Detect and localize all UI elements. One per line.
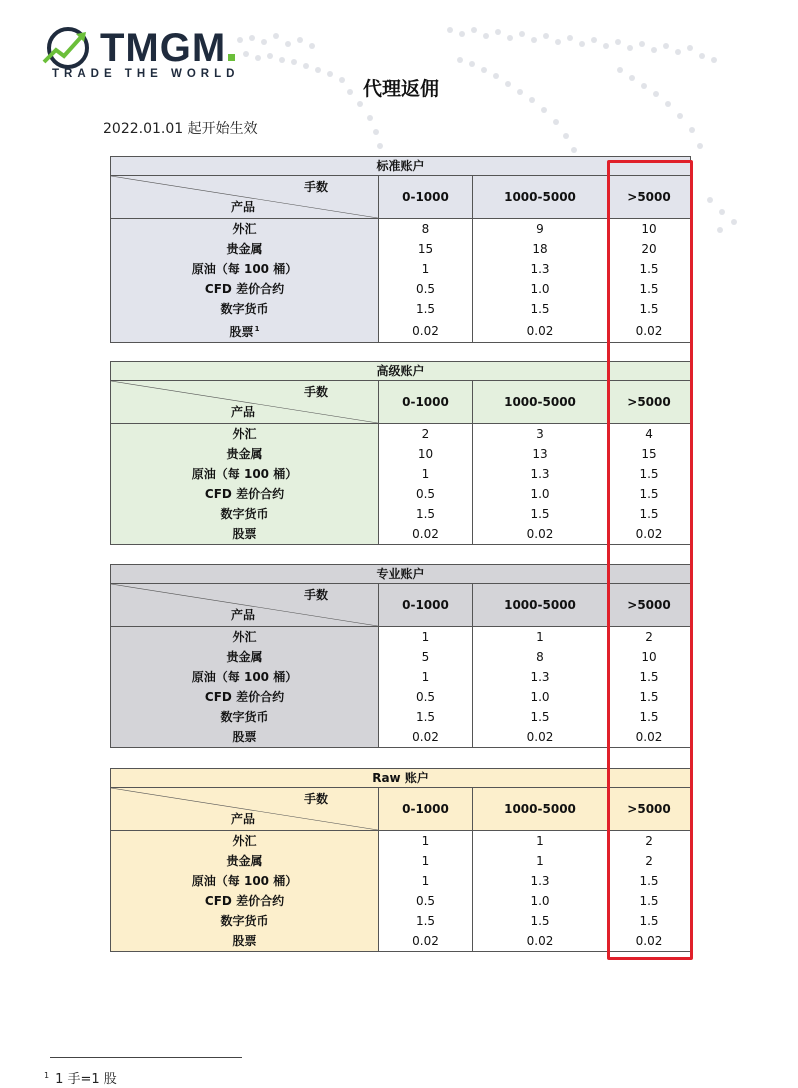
rebate-value: 1: [379, 627, 473, 648]
rebate-value: 2: [379, 424, 473, 445]
rebate-value: 1.5: [608, 299, 691, 319]
product-label: [111, 219, 379, 240]
logo-tagline: TRADE THE WORLD: [52, 68, 240, 80]
product-name: 贵金属: [226, 854, 263, 868]
rebate-value: 8: [473, 647, 608, 667]
rebate-value: 1.5: [473, 911, 608, 931]
product-name: 外汇: [232, 630, 257, 644]
diag-label-lots: 手数: [303, 588, 328, 602]
rebate-value: 1.0: [473, 891, 608, 911]
table-row: [111, 299, 691, 319]
product-label: [111, 727, 379, 748]
product-label: [111, 647, 379, 667]
diag-label-lots: 手数: [303, 385, 328, 399]
table-title: 标准账户: [111, 157, 691, 176]
diag-label-lots: 手数: [303, 180, 328, 194]
rebate-value: 3: [473, 424, 608, 445]
product-name: CFD 差价合约: [204, 487, 285, 501]
product-label: [111, 931, 379, 952]
rebate-value: 10: [608, 647, 691, 667]
column-header: >5000: [608, 584, 691, 627]
product-name: 股票: [232, 934, 257, 948]
table-row: [111, 931, 691, 952]
product-label: [111, 911, 379, 931]
rebate-value: 1: [379, 871, 473, 891]
column-header: 1000-5000: [473, 584, 608, 627]
table-row: [111, 831, 691, 852]
rebate-value: 1.5: [608, 464, 691, 484]
table-row: [111, 219, 691, 240]
rebate-value: 20: [608, 239, 691, 259]
product-label: [111, 464, 379, 484]
footnote-text: 1 手=1 股: [55, 1072, 117, 1087]
product-label: [111, 279, 379, 299]
table-row: [111, 911, 691, 931]
rebate-value: 1.5: [473, 707, 608, 727]
rebate-value: 1: [473, 851, 608, 871]
table-row: [111, 319, 691, 343]
rebate-value: 0.5: [379, 891, 473, 911]
table-row: [111, 707, 691, 727]
product-name: 股票: [232, 527, 257, 541]
rebate-value: 1.5: [608, 891, 691, 911]
product-name: 外汇: [232, 222, 257, 236]
rebate-value: 1.5: [379, 299, 473, 319]
rebate-value: 0.5: [379, 687, 473, 707]
table-row: [111, 647, 691, 667]
column-header: 1000-5000: [473, 176, 608, 219]
rebate-value: 1.5: [608, 279, 691, 299]
product-label: [111, 851, 379, 871]
product-label: [111, 444, 379, 464]
diag-label-lots: 手数: [303, 792, 328, 806]
product-label: [111, 831, 379, 852]
rebate-value: 1.5: [379, 911, 473, 931]
product-label: [111, 504, 379, 524]
rebate-value: 0.02: [379, 727, 473, 748]
table-row: [111, 727, 691, 748]
product-name: 外汇: [232, 834, 257, 848]
column-header: >5000: [608, 381, 691, 424]
table-title: 高级账户: [111, 362, 691, 381]
product-name: CFD 差价合约: [204, 894, 285, 908]
diag-label-product: 产品: [231, 608, 256, 622]
column-header: 0-1000: [379, 584, 473, 627]
rebate-value: 10: [608, 219, 691, 240]
rebate-value: 1.5: [608, 504, 691, 524]
footnote-reference: 1: [254, 325, 260, 333]
rebate-value: 1.5: [379, 707, 473, 727]
product-name: 贵金属: [226, 242, 263, 256]
rebate-value: 1.5: [473, 299, 608, 319]
rebate-value: 1.5: [608, 484, 691, 504]
rebate-value: 1.0: [473, 484, 608, 504]
rebate-value: 1.5: [608, 707, 691, 727]
rebate-value: 2: [608, 851, 691, 871]
rebate-value: 0.5: [379, 484, 473, 504]
rebate-value: 1: [473, 831, 608, 852]
rebate-value: 5: [379, 647, 473, 667]
column-header: 0-1000: [379, 788, 473, 831]
column-header: 1000-5000: [473, 788, 608, 831]
table-row: [111, 627, 691, 648]
product-label: [111, 627, 379, 648]
product-label: [111, 687, 379, 707]
rebate-value: 1.5: [608, 911, 691, 931]
rebate-value: 15: [379, 239, 473, 259]
column-header: >5000: [608, 788, 691, 831]
diag-label-product: 产品: [231, 812, 256, 826]
rebate-value: 1.3: [473, 259, 608, 279]
product-label: [111, 891, 379, 911]
rebate-value: 0.02: [473, 727, 608, 748]
rebate-value: 0.5: [379, 279, 473, 299]
rebate-value: 1: [379, 464, 473, 484]
footnote: [44, 1068, 117, 1087]
diagonal-header-cell: [111, 584, 379, 627]
rebate-value: 9: [473, 219, 608, 240]
table-row: [111, 667, 691, 687]
rebate-value: 0.02: [379, 319, 473, 343]
rebate-value: 0.02: [379, 524, 473, 545]
rebate-value: 2: [608, 831, 691, 852]
column-header: 0-1000: [379, 381, 473, 424]
rebate-value: 1.5: [608, 259, 691, 279]
column-header: >5000: [608, 176, 691, 219]
product-name: 数字货币: [220, 302, 269, 316]
logo-wordmark: TMGM: [100, 26, 235, 70]
logo-dot: [228, 54, 235, 61]
product-name: 股票: [229, 325, 254, 339]
product-name: 原油（每 100 桶）: [191, 262, 298, 276]
product-name: 股票: [232, 730, 257, 744]
table-row: [111, 444, 691, 464]
highlight-box-over-5000-column: [607, 160, 693, 960]
table-row: [111, 484, 691, 504]
column-header: 1000-5000: [473, 381, 608, 424]
rebate-value: 1.5: [473, 504, 608, 524]
rebate-value: 1.3: [473, 464, 608, 484]
footnote-divider: [50, 1057, 242, 1058]
rebate-table: [110, 768, 691, 952]
rebate-value: 8: [379, 219, 473, 240]
rebate-value: 0.02: [473, 524, 608, 545]
rebate-value: 15: [608, 444, 691, 464]
table-row: [111, 851, 691, 871]
product-name: 原油（每 100 桶）: [191, 670, 298, 684]
product-name: 数字货币: [220, 710, 269, 724]
rebate-value: 13: [473, 444, 608, 464]
rebate-value: 1: [473, 627, 608, 648]
table-row: [111, 464, 691, 484]
product-label: [111, 424, 379, 445]
rebate-value: 1.5: [608, 871, 691, 891]
product-name: 数字货币: [220, 914, 269, 928]
product-label: [111, 484, 379, 504]
rebate-table: [110, 564, 691, 748]
rebate-value: 0.02: [608, 727, 691, 748]
effective-date: 2022.01.01 起开始生效: [103, 121, 258, 137]
table-row: [111, 687, 691, 707]
table-row: [111, 891, 691, 911]
product-label: [111, 299, 379, 319]
rebate-value: 1: [379, 259, 473, 279]
product-label: [111, 524, 379, 545]
table-row: [111, 424, 691, 445]
rebate-value: 1.5: [379, 504, 473, 524]
rebate-value: 1: [379, 851, 473, 871]
rebate-value: 1: [379, 831, 473, 852]
rebate-value: 1.5: [608, 667, 691, 687]
table-title: 专业账户: [111, 565, 691, 584]
rebate-value: 1: [379, 667, 473, 687]
product-label: [111, 871, 379, 891]
table-title: Raw 账户: [111, 769, 691, 788]
product-name: 数字货币: [220, 507, 269, 521]
rebate-value: 0.02: [608, 319, 691, 343]
product-label: [111, 667, 379, 687]
rebate-value: 1.3: [473, 667, 608, 687]
diagonal-header-cell: [111, 176, 379, 219]
product-name: 原油（每 100 桶）: [191, 467, 298, 481]
rebate-table: [110, 361, 691, 545]
table-row: [111, 239, 691, 259]
rebate-value: 18: [473, 239, 608, 259]
rebate-value: 0.02: [379, 931, 473, 952]
page-title: 代理返佣: [362, 78, 439, 100]
rebate-value: 1.3: [473, 871, 608, 891]
product-name: CFD 差价合约: [204, 690, 285, 704]
table-row: [111, 279, 691, 299]
rebate-value: 0.02: [473, 319, 608, 343]
rebate-value: 2: [608, 627, 691, 648]
rebate-value: 1.5: [608, 687, 691, 707]
product-name: 贵金属: [226, 650, 263, 664]
rebate-value: 4: [608, 424, 691, 445]
diagonal-header-cell: [111, 788, 379, 831]
footnote-mark: 1: [44, 1070, 50, 1080]
product-name: 贵金属: [226, 447, 263, 461]
rebate-value: 0.02: [608, 524, 691, 545]
table-row: [111, 504, 691, 524]
product-label: [111, 259, 379, 279]
diag-label-product: 产品: [231, 200, 256, 214]
product-label: [111, 707, 379, 727]
rebate-table: [110, 156, 691, 343]
table-row: [111, 259, 691, 279]
rebate-value: 0.02: [473, 931, 608, 952]
product-label: [111, 239, 379, 259]
rebate-value: 1.0: [473, 279, 608, 299]
rebate-value: 1.0: [473, 687, 608, 707]
product-name: 原油（每 100 桶）: [191, 874, 298, 888]
table-row: [111, 524, 691, 545]
table-row: [111, 871, 691, 891]
diag-label-product: 产品: [231, 405, 256, 419]
column-header: 0-1000: [379, 176, 473, 219]
product-name: CFD 差价合约: [204, 282, 285, 296]
diagonal-header-cell: [111, 381, 379, 424]
rebate-value: 10: [379, 444, 473, 464]
product-name: 外汇: [232, 427, 257, 441]
product-label: [111, 319, 379, 343]
rebate-value: 0.02: [608, 931, 691, 952]
